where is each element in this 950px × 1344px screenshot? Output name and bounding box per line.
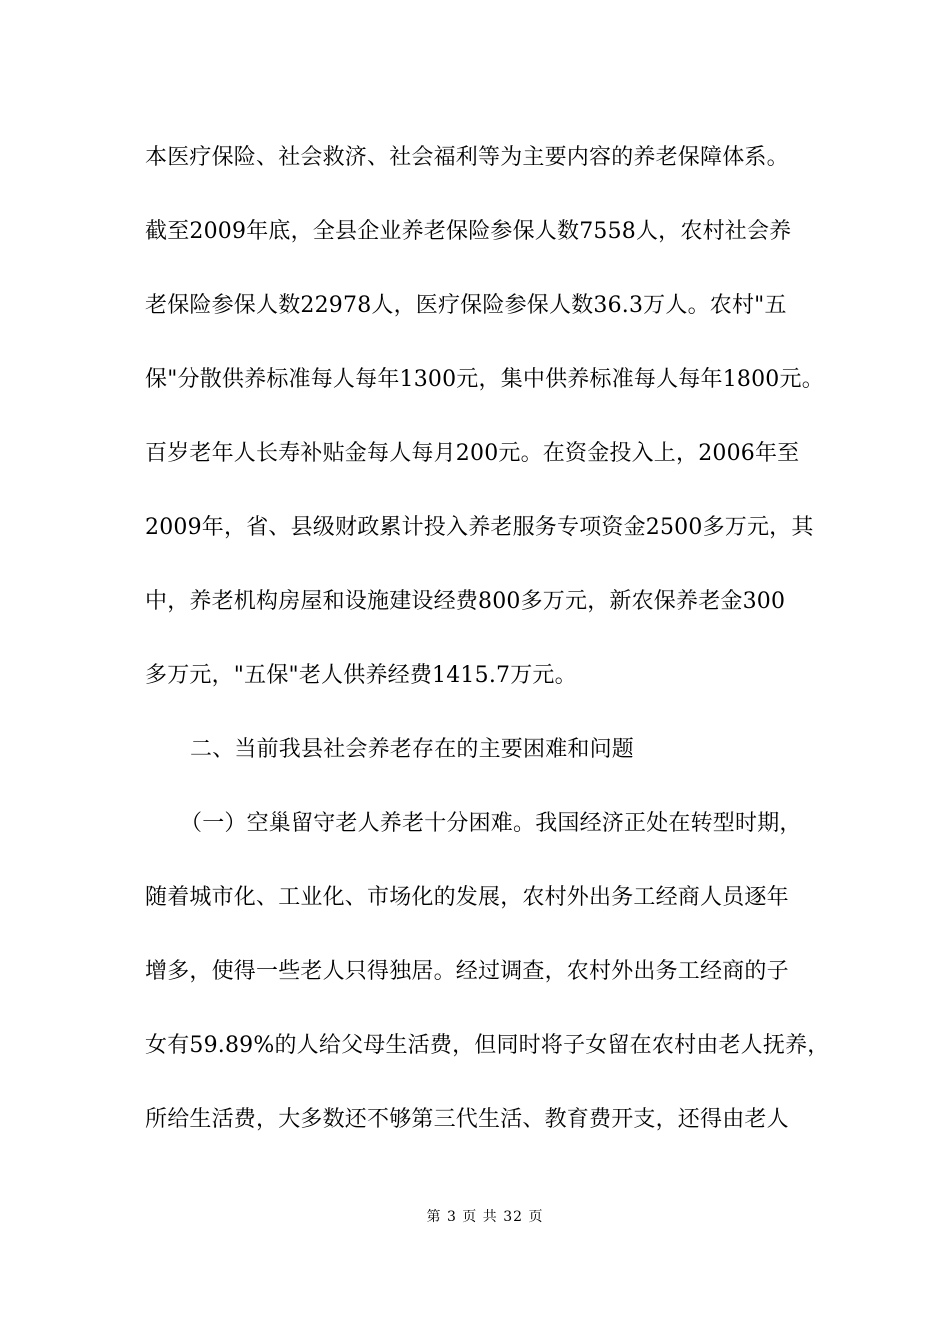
body-line-8: 多万元，"五保"老人供养经费1415.7万元。 [145,663,577,688]
body-line-13: 女有59.89%的人给父母生活费，但同时将子女留在农村由老人抚养， [145,1033,830,1058]
body-line-7: 中，养老机构房屋和设施建设经费800多万元，新农保养老金300 [145,589,786,614]
body-line-12: 增多，使得一些老人只得独居。经过调查，农村外出务工经商的子 [145,959,789,984]
body-line-1: 本医疗保险、社会救济、社会福利等为主要内容的养老保障体系。 [145,145,789,170]
page-number-footer: 第 3 页 共 32 页 [426,1209,544,1225]
body-line-4: 保"分散供养标准每人每年1300元，集中供养标准每人每年1800元。 [145,367,824,392]
section-heading: 二、当前我县社会养老存在的主要困难和问题 [190,737,635,762]
body-line-3: 老保险参保人数22978人，医疗保险参保人数36.3万人。农村"五 [145,293,787,318]
body-line-14: 所给生活费，大多数还不够第三代生活、教育费开支，还得由老人 [145,1107,789,1132]
body-line-5: 百岁老年人长寿补贴金每人每月200元。在资金投入上，2006年至 [145,441,800,466]
body-line-11: 随着城市化、工业化、市场化的发展，农村外出务工经商人员逐年 [145,885,789,910]
body-line-10: （一）空巢留守老人养老十分困难。我国经济正处在转型时期， [180,811,802,836]
body-line-2: 截至2009年底，全县企业养老保险参保人数7558人，农村社会养 [145,219,792,244]
body-line-6: 2009年，省、县级财政累计投入养老服务专项资金2500多万元，其 [145,515,814,540]
